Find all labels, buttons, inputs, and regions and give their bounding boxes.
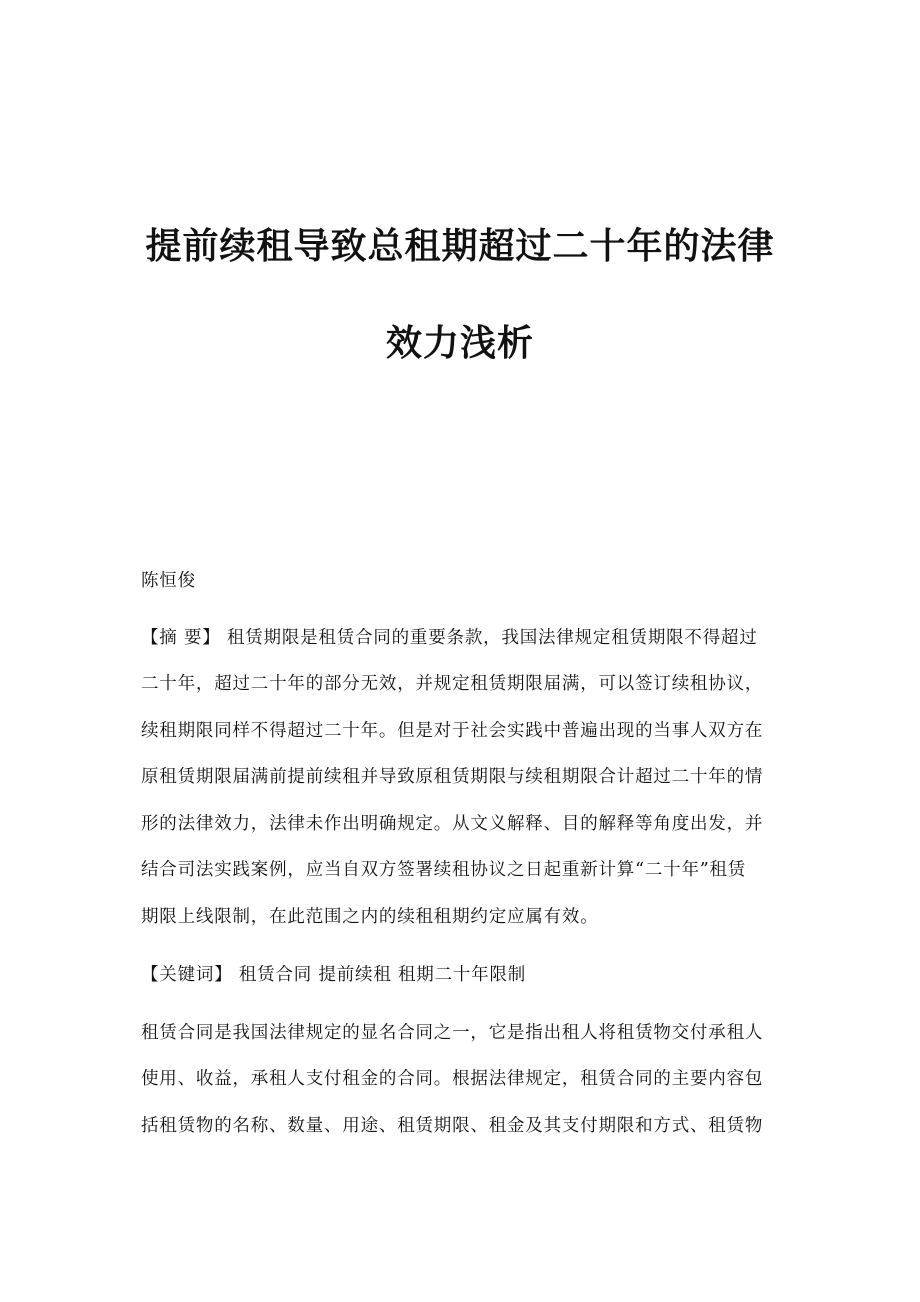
body-paragraph-line: 括租赁物的名称、数量、用途、租赁期限、租金及其支付期限和方式、租赁物 [141, 1116, 764, 1136]
abstract-line: 续租期限同样不得超过二十年。但是对于社会实践中普遍出现的当事人双方在 [141, 721, 764, 741]
abstract-line: 结合司法实践案例，应当自双方签署续租协议之日起重新计算“二十年”租赁 [141, 860, 747, 880]
document-title-line-1: 提前续租导致总租期超过二十年的法律 [145, 226, 775, 267]
author-name: 陈恒俊 [141, 571, 196, 591]
keywords-line: 【关键词】 租赁合同 提前续租 租期二十年限制 [141, 965, 527, 985]
abstract-line: 形的法律效力，法律未作出明确规定。从文义解释、目的解释等角度出发，并 [141, 814, 764, 834]
document-title-line-2: 效力浅析 [385, 323, 534, 364]
abstract-line: 【摘 要】 租赁期限是租赁合同的重要条款，我国法律规定租赁期限不得超过 [141, 628, 758, 648]
abstract-line: 原租赁期限届满前提前续租并导致原租赁期限与续租期限合计超过二十年的情 [141, 767, 764, 787]
abstract-line: 二十年，超过二十年的部分无效，并规定租赁期限届满，可以签订续租协议， [141, 674, 764, 694]
body-paragraph-line: 使用、收益，承租人支付租金的合同。根据法律规定，租赁合同的主要内容包 [141, 1069, 764, 1089]
abstract-line: 期限上线限制，在此范围之内的续租租期约定应属有效。 [141, 907, 599, 927]
body-paragraph-line: 租赁合同是我国法律规定的显名合同之一，它是指出租人将租赁物交付承租人 [141, 1023, 764, 1043]
